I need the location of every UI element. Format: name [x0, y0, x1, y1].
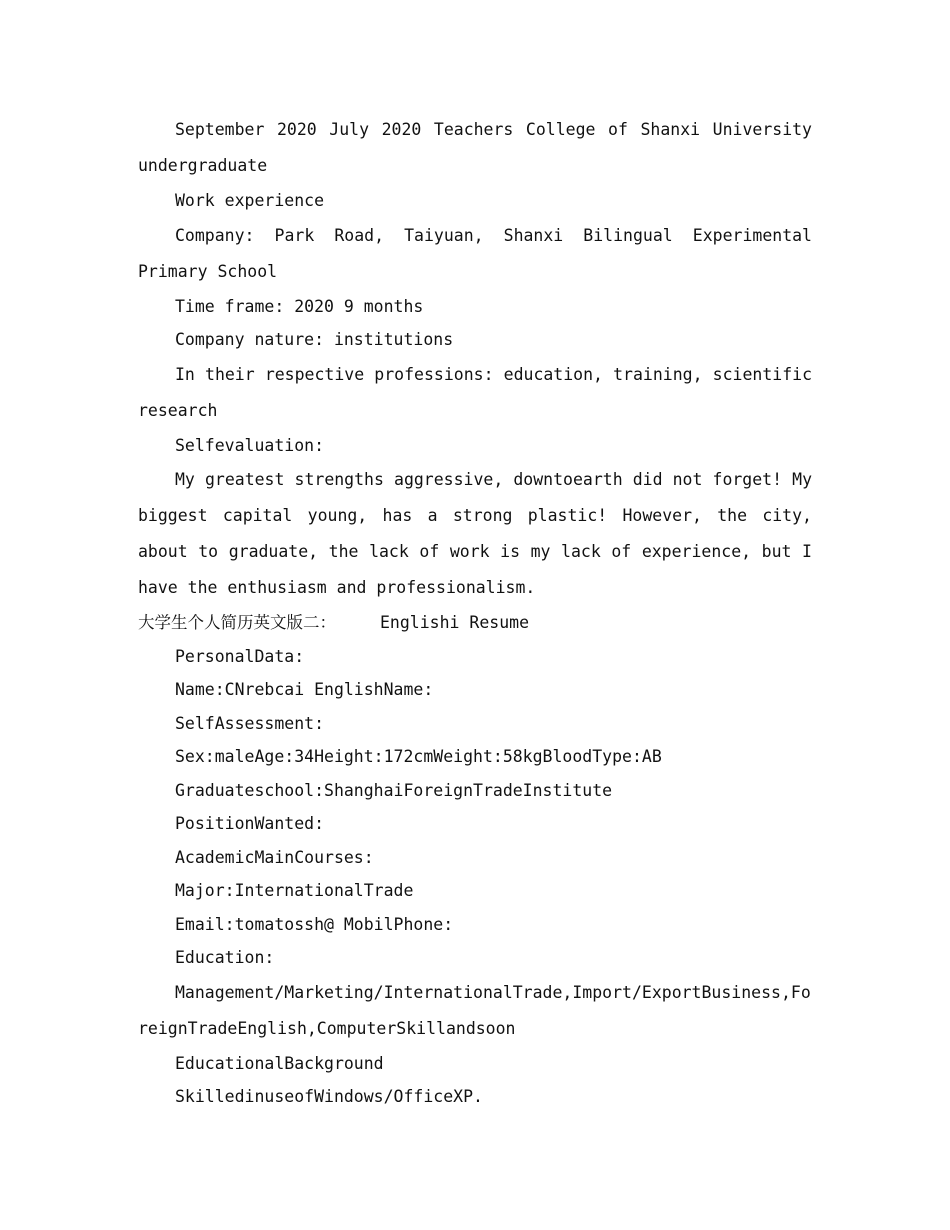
- education-line: Education:: [175, 948, 275, 967]
- contact-line: Email:tomatossh@ MobilPhone:: [175, 914, 454, 934]
- self-assessment-line: SelfAssessment:: [175, 713, 325, 733]
- main-courses-line: AcademicMainCourses:: [175, 847, 374, 867]
- skills-line: SkilledinuseofWindows/OfficeXP.: [175, 1087, 483, 1106]
- document-page: [138, 112, 812, 1114]
- self-evaluation-paragraph: My greatest strengths aggressive, downtoearth did not forget! My biggest capital young, has a strong plastic! However, the city, about to graduate, the lack of work is my lack of experience, but I have the enthusiasm and professionalism.: [138, 470, 812, 597]
- resume-section-heading: [138, 606, 812, 640]
- courses-list-paragraph: Management/Marketing/InternationalTrade,Import/ExportBusiness,ForeignTradeEnglish,ComputerSkillandsoon: [138, 982, 811, 1038]
- self-evaluation-heading: Selfevaluation:: [175, 435, 325, 455]
- company-paragraph: Company: Park Road, Taiyuan, Shanxi Bilingual Experimental Primary School: [138, 225, 812, 281]
- resume-heading-chinese: 大学生个人简历英文版二：: [138, 613, 336, 632]
- position-wanted-line: PositionWanted:: [175, 814, 325, 833]
- resume-heading-english: Englishi Resume: [380, 613, 530, 632]
- name-line: Name:CNrebcai EnglishName:: [175, 680, 434, 699]
- company-nature-line: Company nature: institutions: [175, 330, 454, 349]
- educational-background-line: EducationalBackground: [175, 1053, 384, 1073]
- personal-data-line: PersonalData:: [175, 646, 305, 666]
- graduate-school-line: Graduateschool:ShanghaiForeignTradeInstitute: [175, 780, 613, 800]
- personal-stats-line: Sex:maleAge:34Height:172cmWeight:58kgBloodType:AB: [175, 747, 662, 766]
- education-period-paragraph: September 2020 July 2020 Teachers College of Shanxi University undergraduate: [138, 120, 812, 175]
- work-experience-heading: Work experience: [175, 191, 325, 210]
- time-frame-line: Time frame: 2020 9 months: [175, 296, 424, 316]
- professions-paragraph: In their respective professions: education, training, scientific research: [138, 364, 812, 420]
- major-line: Major:InternationalTrade: [175, 881, 414, 900]
